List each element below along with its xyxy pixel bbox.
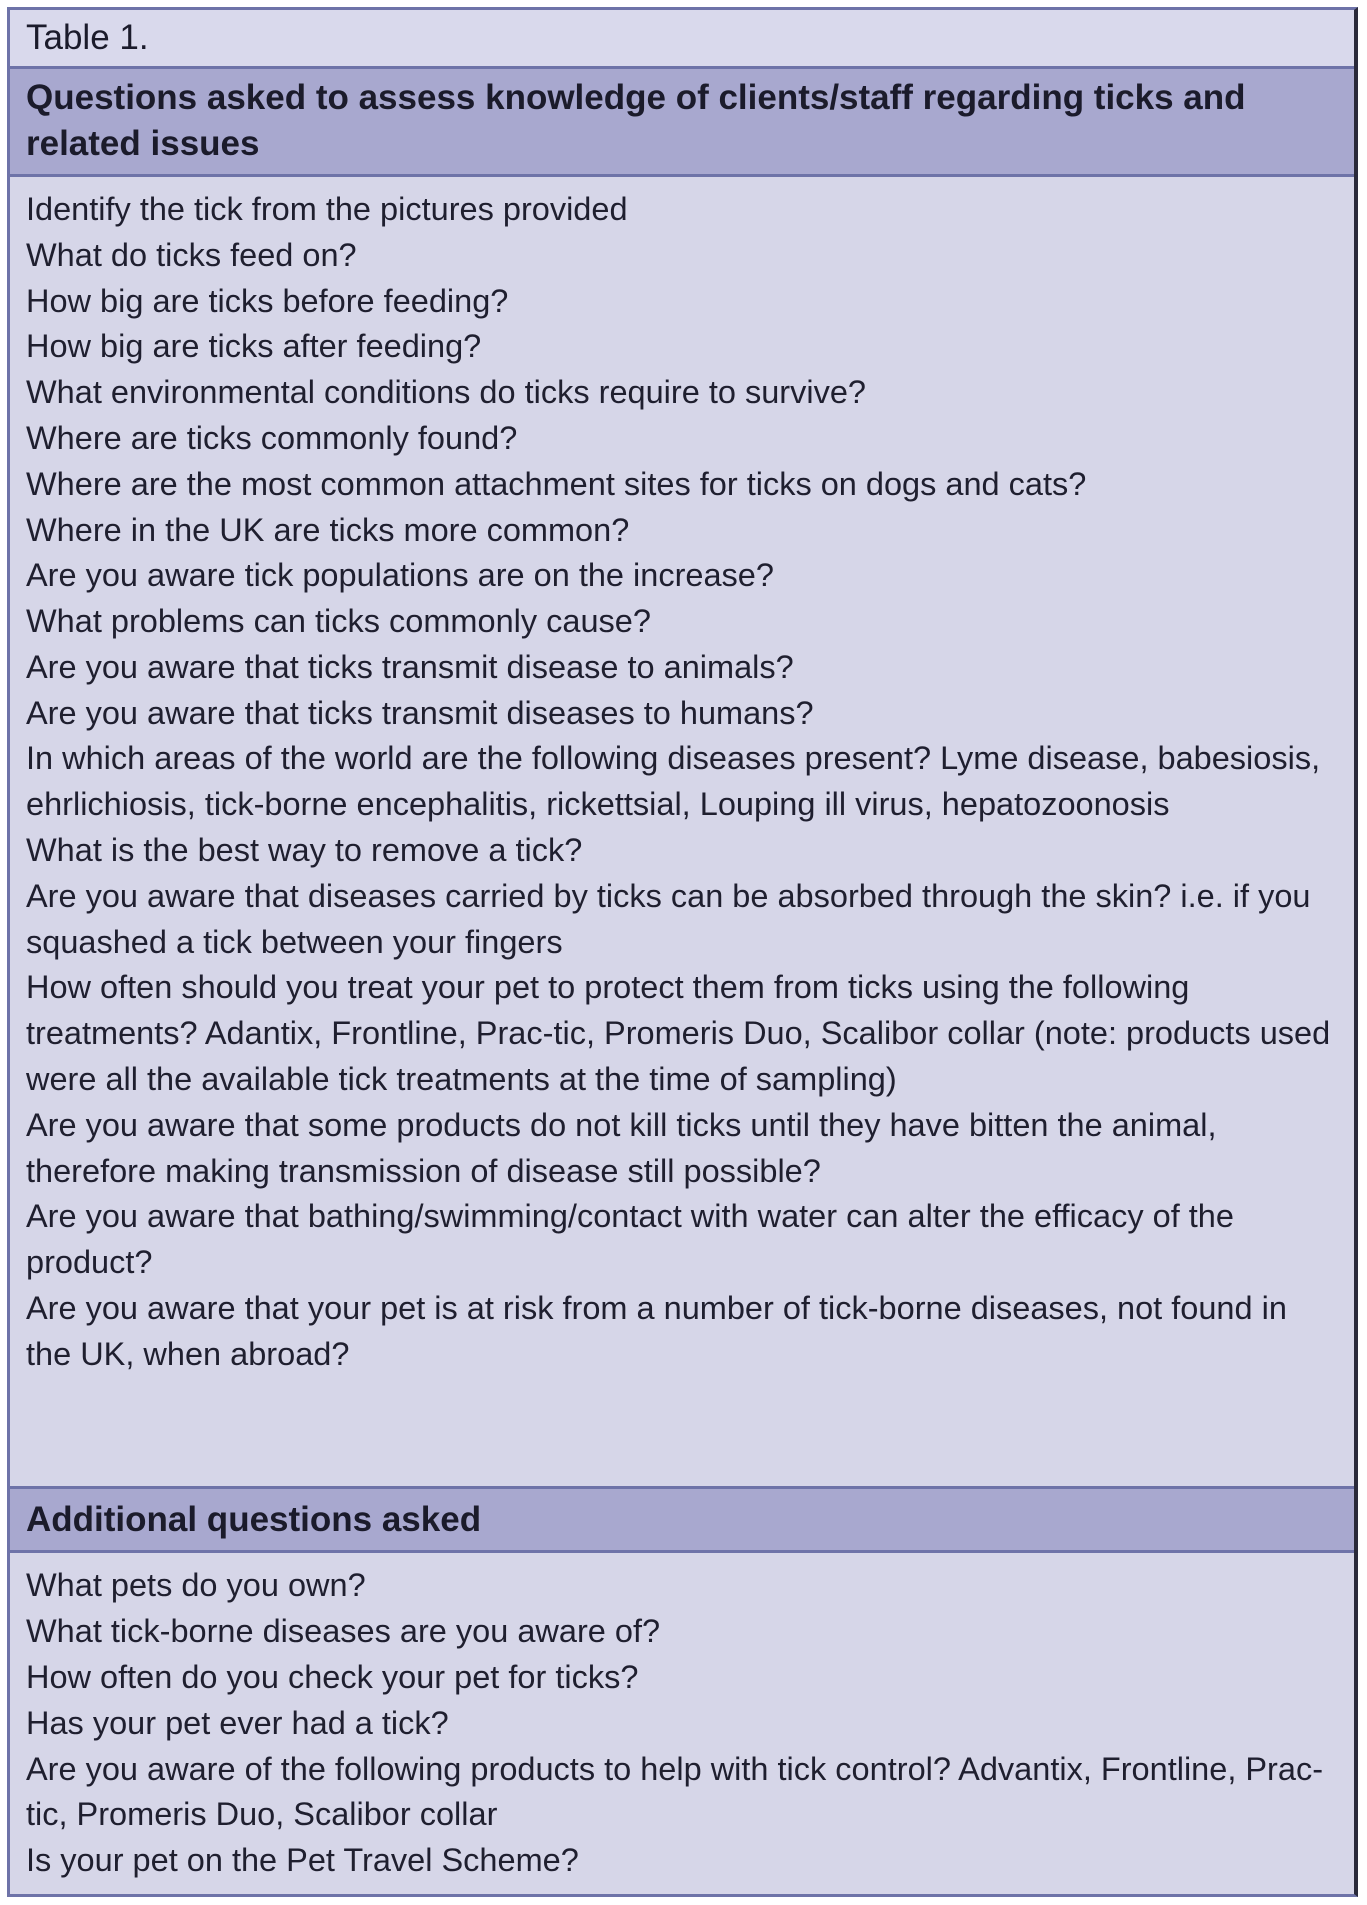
additional-questions-list: [10, 1553, 1354, 1894]
table-row: Are you aware that your pet is at risk from a number of tick-borne diseases, not found in the UK, when abroad?: [26, 1290, 1287, 1372]
table-row: Has your pet ever had a tick?: [26, 1704, 449, 1741]
questions-table: [7, 7, 1358, 1897]
table-row: How often should you treat your pet to protect them from ticks using the following treatments? Adantix, Frontline, Prac-tic, Promeris Duo, Scalibor collar (note: products used were all the available tick treatments at the time of sampling): [26, 969, 1331, 1098]
table-row: Where are the most common attachment sites for ticks on dogs and cats?: [26, 465, 1087, 502]
section-heading-additional: Additional questions asked: [10, 1486, 1354, 1553]
table-row: What tick-borne diseases are you aware of?: [26, 1613, 661, 1650]
table-row: Are you aware that ticks transmit disease to animals?: [26, 648, 794, 685]
table-row: What do ticks feed on?: [26, 236, 357, 273]
table-row: Where are ticks commonly found?: [26, 419, 518, 456]
table-row: How big are ticks before feeding?: [26, 282, 509, 319]
table-row: Identify the tick from the pictures provided: [26, 190, 628, 227]
table-row: What problems can ticks commonly cause?: [26, 603, 651, 640]
table-row: Are you aware that diseases carried by ticks can be absorbed through the skin? i.e. if you squashed a tick between your fingers: [26, 877, 1311, 960]
table-row: Are you aware tick populations are on the increase?: [26, 557, 774, 594]
table-caption: Table 1.: [10, 10, 1354, 69]
table-row: Are you aware that some products do not kill ticks until they have bitten the animal, therefore making transmission of disease still possible?: [26, 1106, 1217, 1189]
table-row: Is your pet on the Pet Travel Scheme?: [26, 1842, 579, 1879]
table-row: How big are ticks after feeding?: [26, 328, 482, 365]
table-row: Are you aware of the following products to help with tick control? Advantix, Frontline, Prac-tic, Promeris Duo, Scalibor collar: [26, 1750, 1324, 1833]
table-row: What is the best way to remove a tick?: [26, 832, 583, 869]
table-row: How often do you check your pet for ticks?: [26, 1659, 639, 1695]
table-row: What environmental conditions do ticks require to survive?: [26, 374, 866, 411]
table-row: What pets do you own?: [26, 1567, 366, 1604]
table-row: In which areas of the world are the following diseases present? Lyme disease, babesiosis, ehrlichiosis, tick-borne encephalitis, rickettsial, Louping ill virus, hepatozoonosis: [26, 740, 1321, 823]
knowledge-questions-list: [10, 177, 1354, 1486]
table-row: Where in the UK are ticks more common?: [26, 511, 630, 548]
section-heading-knowledge: Questions asked to assess knowledge of clients/staff regarding ticks and related issues: [10, 69, 1354, 177]
table-row: Are you aware that bathing/swimming/contact with water can alter the efficacy of the product?: [26, 1198, 1234, 1281]
table-row: Are you aware that ticks transmit diseases to humans?: [26, 694, 814, 731]
